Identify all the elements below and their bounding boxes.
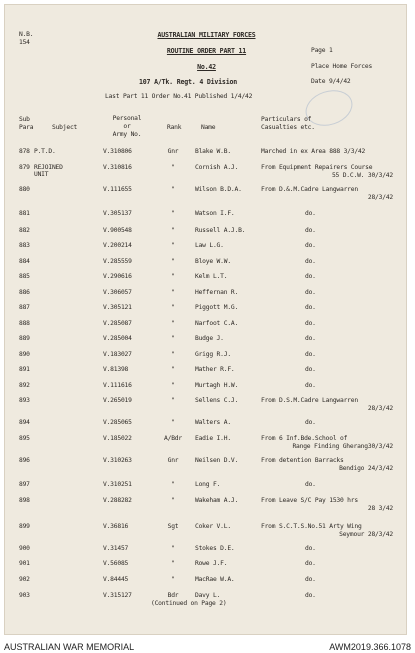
para-number: 888 [19,320,30,327]
particulars: do. [305,289,316,296]
particulars: do. [305,273,316,280]
particulars: do. [305,320,316,327]
person-name: MacRae W.A. [195,576,235,583]
army-number: V.36816 [103,523,129,530]
table-row [5,148,408,160]
particulars: 28/3/42 [367,405,393,412]
table-row [5,497,408,512]
para-number: 883 [19,242,30,249]
rank: " [171,497,175,504]
person-name: Sellens C.J. [195,397,239,404]
table-row [5,304,408,316]
particulars: From D.S.M.Cadre Langwarren [261,397,358,404]
person-name: Stokes D.E. [195,545,235,552]
date-label: Date 9/4/42 [311,78,351,85]
army-number: V.200214 [103,242,132,249]
rank: " [171,186,175,193]
army-number: V.285065 [103,419,132,426]
particulars: do. [305,366,316,373]
rank: Sgt [167,523,179,530]
particulars: do. [305,335,316,342]
person-name: Kelm L.T. [195,273,228,280]
army-number: V.285087 [103,320,132,327]
army-number: V.265019 [103,397,132,404]
particulars: do. [305,545,316,552]
col-header-subject: Subject [52,124,78,131]
particulars: From detention Barracks [261,457,344,464]
rank: " [171,320,175,327]
particulars: 28/3/42 [367,194,393,201]
rank: Gnr [167,148,179,155]
subject: REJOINED [34,164,63,171]
army-number: V.285559 [103,258,132,265]
col-header-name: Name [201,124,216,131]
table-row [5,289,408,301]
person-name: Russell A.J.B. [195,227,246,234]
rank: " [171,560,175,567]
army-number: V.183027 [103,351,132,358]
rank: Bdr [167,592,179,599]
person-name: Wakeham A.J. [195,497,239,504]
army-number: V.290616 [103,273,132,280]
table-row [5,523,408,538]
rank: " [171,273,175,280]
table-row [5,419,408,431]
reference-line-2: 154 [19,39,30,46]
person-name: Narfoot C.A. [195,320,239,327]
army-number: V.315127 [103,592,132,599]
rank: " [171,382,175,389]
particulars: do. [305,210,316,217]
person-name: Blake W.B. [195,148,231,155]
particulars: do. [305,227,316,234]
rank: " [171,304,175,311]
para-number: 878 [19,148,30,155]
para-number: 902 [19,576,30,583]
col-header-rank: Rank [167,124,182,131]
para-number: 891 [19,366,30,373]
para-number: 896 [19,457,30,464]
para-number: 898 [19,497,30,504]
col-header-casualties: Casualties etc. [261,124,315,131]
rank: " [171,351,175,358]
person-name: Budge J. [195,335,224,342]
table-row [5,186,408,201]
army-number: V.111616 [103,382,132,389]
particulars: Seymour 28/3/42 [339,531,393,538]
para-number: 880 [19,186,30,193]
para-number: 899 [19,523,30,530]
table-row [5,382,408,394]
particulars: Range Finding Gherang30/3/42 [292,443,393,450]
table-row [5,258,408,270]
particulars: do. [305,481,316,488]
para-number: 894 [19,419,30,426]
para-number: 882 [19,227,30,234]
person-name: Mather R.F. [195,366,235,373]
table-row [5,335,408,347]
last-order-line: Last Part 11 Order No.41 Published 1/4/42 [105,93,253,100]
para-number: 900 [19,545,30,552]
person-name: Murtagh H.W. [195,382,239,389]
page-label: Page 1 [311,47,333,54]
para-number: 892 [19,382,30,389]
rank: " [171,242,175,249]
rank: " [171,335,175,342]
particulars: do. [305,304,316,311]
particulars: From Leave S/C Pay 1530 hrs [261,497,358,504]
rank: " [171,164,175,171]
particulars: Bendigo 24/3/42 [339,465,393,472]
para-number: 885 [19,273,30,280]
person-name: Law L.G. [195,242,224,249]
reference-line-1: N.B. [19,31,34,38]
unit-name: 107 A/Tk. Regt. 4 Division [139,78,238,86]
army-number: V.310806 [103,148,132,155]
army-number: V.84445 [103,576,129,583]
person-name: Watson I.F. [195,210,235,217]
army-number: V.31457 [103,545,129,552]
table-row [5,273,408,285]
table-row [5,227,408,239]
particulars: From D.&.M.Cadre Langwarren [261,186,358,193]
person-name: Rowe J.F. [195,560,228,567]
para-number: 897 [19,481,30,488]
army-number: V.305121 [103,304,132,311]
army-number: V.285004 [103,335,132,342]
particulars: Marched in ex Area 888 3/3/42 [261,148,366,155]
para-number: 881 [19,210,30,217]
continued-note: (Continued on Page 2) [151,600,227,607]
person-name: Davy L. [195,592,221,599]
document-title: AUSTRALIAN MILITARY FORCES [157,31,256,39]
footer-accession-number: AWM2019.366.1078 [329,642,411,652]
particulars: From Equipment Repairers Course [261,164,373,171]
para-number: 903 [19,592,30,599]
rank: " [171,481,175,488]
footer-institution: AUSTRALIAN WAR MEMORIAL [4,642,135,652]
person-name: Grigg R.J. [195,351,231,358]
army-number: V.310816 [103,164,132,171]
table-row [5,320,408,332]
person-name: Long F. [195,481,221,488]
table-row [5,545,408,557]
army-number: V.56085 [103,560,129,567]
table-row [5,576,408,588]
table-row [5,242,408,254]
army-number: V.288282 [103,497,132,504]
table-row [5,366,408,378]
col-header-or: or [123,123,131,130]
person-name: Neilsen D.V. [195,457,239,464]
rank: " [171,419,175,426]
rank: " [171,227,175,234]
army-number: V.305137 [103,210,132,217]
col-header-para: Para [19,124,34,131]
person-name: Heffernan R. [195,289,239,296]
document-page [4,4,407,635]
person-name: Wilson B.D.A. [195,186,242,193]
rank: " [171,545,175,552]
para-number: 895 [19,435,30,442]
army-number: V.310263 [103,457,132,464]
table-row [5,457,408,472]
army-number: V.310251 [103,481,132,488]
particulars: do. [305,419,316,426]
particulars: do. [305,560,316,567]
particulars: From 6 Inf.Bde.School of [261,435,348,442]
army-number: V.111655 [103,186,132,193]
table-row [5,397,408,412]
rank: Gnr [167,457,179,464]
rank: " [171,366,175,373]
rank: " [171,397,175,404]
para-number: 889 [19,335,30,342]
table-row [5,481,408,493]
rank: " [171,210,175,217]
table-row [5,351,408,363]
particulars: do. [305,258,316,265]
army-number: V.900548 [103,227,132,234]
subject: P.T.D. [34,148,56,155]
person-name: Cornish A.J. [195,164,239,171]
particulars: do. [305,351,316,358]
col-header-sub: Sub [19,116,30,123]
particulars: 55 D.C.W. 30/3/42 [331,172,393,179]
person-name: Bloye W.W. [195,258,231,265]
place-label: Place Home Forces [311,63,373,70]
para-number: 887 [19,304,30,311]
army-number: V.306057 [103,289,132,296]
document-subtitle: ROUTINE ORDER PART 11 [166,47,247,55]
particulars: do. [305,592,316,599]
subject: UNIT [34,171,49,178]
para-number: 886 [19,289,30,296]
army-number: V.185022 [103,435,132,442]
table-row [5,435,408,450]
particulars: 28 3/42 [367,505,393,512]
table-row [5,560,408,572]
person-name: Coker V.L. [195,523,231,530]
col-header-army-no: Army No. [112,131,142,138]
para-number: 901 [19,560,30,567]
particulars: do. [305,576,316,583]
rank: A/Bdr [164,435,182,442]
particulars: From S.C.T.S.No.51 Arty Wing [261,523,362,530]
rank: " [171,289,175,296]
rank: " [171,258,175,265]
para-number: 893 [19,397,30,404]
archive-footer [0,638,415,653]
person-name: Piggott M.G. [195,304,239,311]
col-header-personal: Personal [112,115,142,122]
particulars: do. [305,382,316,389]
para-number: 890 [19,351,30,358]
table-row [5,164,408,179]
particulars: do. [305,242,316,249]
col-header-particulars: Particulars of [261,116,312,123]
person-name: Walters A. [195,419,231,426]
order-number: No.42 [197,63,216,71]
person-name: Eadie I.H. [195,435,231,442]
army-number: V.81398 [103,366,129,373]
rank: " [171,576,175,583]
para-number: 884 [19,258,30,265]
para-number: 879 [19,164,30,171]
table-row [5,210,408,222]
